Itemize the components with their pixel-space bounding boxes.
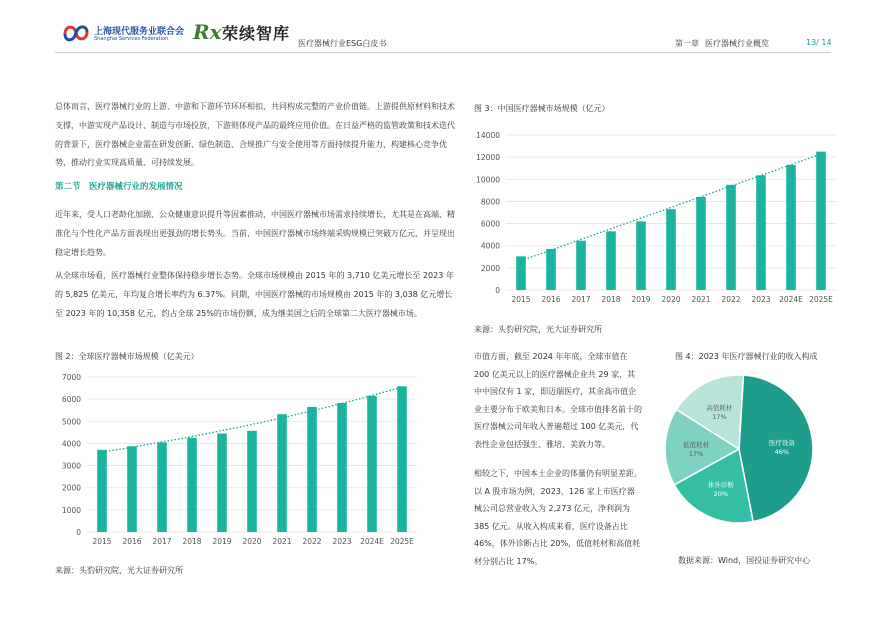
fig3-xtick-label: 2022 (721, 295, 741, 304)
fig3-xtick-label: 2018 (601, 295, 621, 304)
fig3-bar (726, 185, 736, 290)
section-title: 第二节 医疗器械行业的发展情况 (55, 182, 183, 192)
fig3-xtick-label: 2016 (541, 295, 561, 304)
pie-slice-devices-value: 46% (774, 448, 790, 457)
fig3-bar (666, 209, 676, 290)
fig3-bar (786, 165, 796, 290)
org1-name-cn: 上海现代服务业联合会 (94, 27, 185, 37)
fig2-ytick-label: 1000 (61, 505, 81, 515)
pie-slice-high-value-label: 高值耗材 (706, 403, 733, 412)
fig2-bar (337, 403, 347, 532)
fig2-xtick-label: 2023 (332, 537, 352, 546)
fig3-bar (816, 152, 826, 290)
fig2-xtick-label: 2015 (92, 537, 112, 546)
fig3-chart (470, 125, 840, 310)
fig2-bar (307, 407, 317, 532)
fig3-ytick-label: 2000 (480, 263, 500, 273)
paragraph-3: 从全球市场看，医疗器械行业整体保持稳步增长态势。全球市场规模由 2015 年的 3,710 亿美元增长至 2023 年的 5,825 亿美元，年均复合增长率约为 6.37%。同期，中国医疗器械的市场规模由 2015 年的 3,038 亿元增长至 2023 年的 10,358 亿元，约占全球 25%的市场份额，成为继美国之后的全球第二大医疗器械市场。 (55, 271, 454, 318)
fig3-xtick-label: 2023 (751, 295, 771, 304)
fig3-xtick-label: 2021 (691, 295, 711, 304)
fig4-source: 数据来源：Wind，国投证券研究中心 (678, 556, 811, 565)
fig2-xtick-label: 2024E (360, 537, 384, 546)
fig2-ytick-label: 0 (76, 528, 81, 537)
doc-title: 医疗器械行业ESG白皮书 (298, 39, 387, 48)
fig2-ytick-label: 3000 (61, 461, 81, 471)
fig3-ytick-label: 12000 (476, 153, 500, 163)
fig2-source: 来源：头豹研究院，光大证券研究所 (55, 566, 183, 575)
header-divider (55, 52, 831, 53)
shanghai-federation-logo-icon (62, 22, 90, 44)
fig2-bar (397, 386, 407, 532)
fig2-bar (277, 414, 287, 532)
fig2-bar (187, 438, 197, 532)
fig2-xtick-label: 2025E (390, 537, 414, 546)
pie-slice-low-value-label: 低值耗材 (683, 440, 710, 449)
pie-slice-high-value-value: 17% (712, 412, 727, 421)
org1-name-en: Shanghai Services Federation (94, 36, 169, 42)
paragraph-2: 近年来，受人口老龄化加剧、公众健康意识提升等因素推动，中国医疗器械市场需求持续增长，尤其是在高端、精准化与个性化产品方面表现出更强劲的增长势头。当前，中国医疗器械市场终端采购规模已突破万亿元，并呈现出稳定增长趋势。 (55, 210, 455, 257)
fig2-xtick-label: 2020 (242, 537, 262, 546)
fig2-ytick-label: 5000 (61, 417, 81, 427)
chapter-label: 第一章 (675, 39, 699, 48)
fig3-xtick-label: 2017 (571, 295, 591, 304)
fig2-bar (127, 446, 137, 532)
fig3-bar (546, 249, 556, 290)
org2-name: 荣续智库 (222, 24, 291, 43)
fig3-xtick-label: 2024E (779, 295, 803, 304)
fig3-ytick-label: 0 (495, 286, 500, 295)
fig3-bar (696, 197, 706, 290)
fig3-xtick-label: 2025E (809, 295, 833, 304)
fig2-bar (217, 433, 227, 532)
fig2-ytick-label: 2000 (61, 483, 81, 493)
fig2-bar (157, 442, 167, 532)
right-paragraph-1: 市值方面，截至 2024 年年底，全球市值在 200 亿美元以上的医疗器械企业共 29 家，其中中国仅有 1 家，即迈瑞医疗，其余高市值企业主要分布于欧美和日本。全球市值排名前十的医疗器械公司年收入普遍超过 100 亿美元，代表性企业包括强生、雅培、美敦力等。 (474, 352, 642, 449)
fig4-title: 图 4：2023 年医疗器械行业的收入构成 (675, 352, 818, 361)
fig3-ytick-label: 10000 (476, 175, 500, 185)
page-number: 13/ 14 (806, 38, 832, 47)
pie-slice-devices-label: 医疗设备 (768, 439, 795, 448)
rongxu-logo-icon: Rx (193, 20, 222, 44)
fig2-ytick-label: 4000 (61, 439, 81, 449)
fig3-title: 图 3：中国医疗器械市场规模（亿元） (474, 104, 610, 113)
pie-slice-ivd-value: 20% (713, 489, 729, 498)
fig3-bar (636, 221, 646, 290)
paragraph-1: 总体而言，医疗器械行业的上游、中游和下游环节环环相扣，共同构成完整的产业价值链。上游提供原材料和技术支撑，中游实现产品设计、制造与市场投放，下游则体现产品的最终应用价值。在日益严格的监管政策和技术迭代的背景下，医疗器械企业需在研发创新、绿色制造、合规推广与安全使用等方面持续提升能力，构建核心竞争优势，推动行业实现高质量、可持续发展。 (55, 102, 455, 168)
fig2-xtick-label: 2017 (152, 537, 172, 546)
fig3-ytick-label: 6000 (480, 219, 500, 229)
pie-slice-low-value-value: 17% (688, 449, 704, 458)
fig2-xtick-label: 2021 (272, 537, 292, 546)
fig3-xtick-label: 2020 (661, 295, 681, 304)
fig2-title: 图 2：全球医疗器械市场规模（亿美元） (55, 352, 199, 361)
fig3-xtick-label: 2019 (631, 295, 651, 304)
fig3-ytick-label: 4000 (480, 241, 500, 251)
pie-slice-ivd-label: 体外诊断 (707, 480, 734, 489)
fig2-xtick-label: 2019 (212, 537, 232, 546)
fig2-ytick-label: 7000 (61, 373, 81, 382)
fig2-chart (55, 362, 425, 557)
fig3-bar (516, 256, 526, 290)
fig2-xtick-label: 2022 (302, 537, 322, 546)
fig2-xtick-label: 2016 (122, 537, 142, 546)
fig3-bar (576, 241, 586, 290)
fig2-bar (247, 431, 257, 532)
fig2-bar (367, 396, 377, 532)
chapter-title: 医疗器械行业概览 (705, 39, 769, 48)
fig2-bar (97, 450, 107, 532)
fig4-pie-chart (655, 365, 845, 545)
fig3-xtick-label: 2015 (511, 295, 531, 304)
fig3-bar (606, 231, 616, 290)
fig3-bar (756, 175, 766, 290)
fig3-ytick-label: 8000 (480, 197, 500, 207)
fig3-ytick-label: 14000 (476, 131, 500, 140)
fig2-ytick-label: 6000 (61, 395, 81, 405)
right-paragraph-2: 相较之下，中国本土企业的体量仍有明显差距。以 A 股市场为例，2023，126 家上市医疗器械公司总营业收入为 2,273 亿元，净利润为 385 亿元。从收入构成来看，医疗设备占比 46%，体外诊断占比 20%，低值耗材和高值耗材分别占比 17%。 (474, 469, 642, 566)
fig2-xtick-label: 2018 (182, 537, 202, 546)
fig3-source: 来源：头豹研究院，光大证券研究所 (474, 325, 602, 334)
